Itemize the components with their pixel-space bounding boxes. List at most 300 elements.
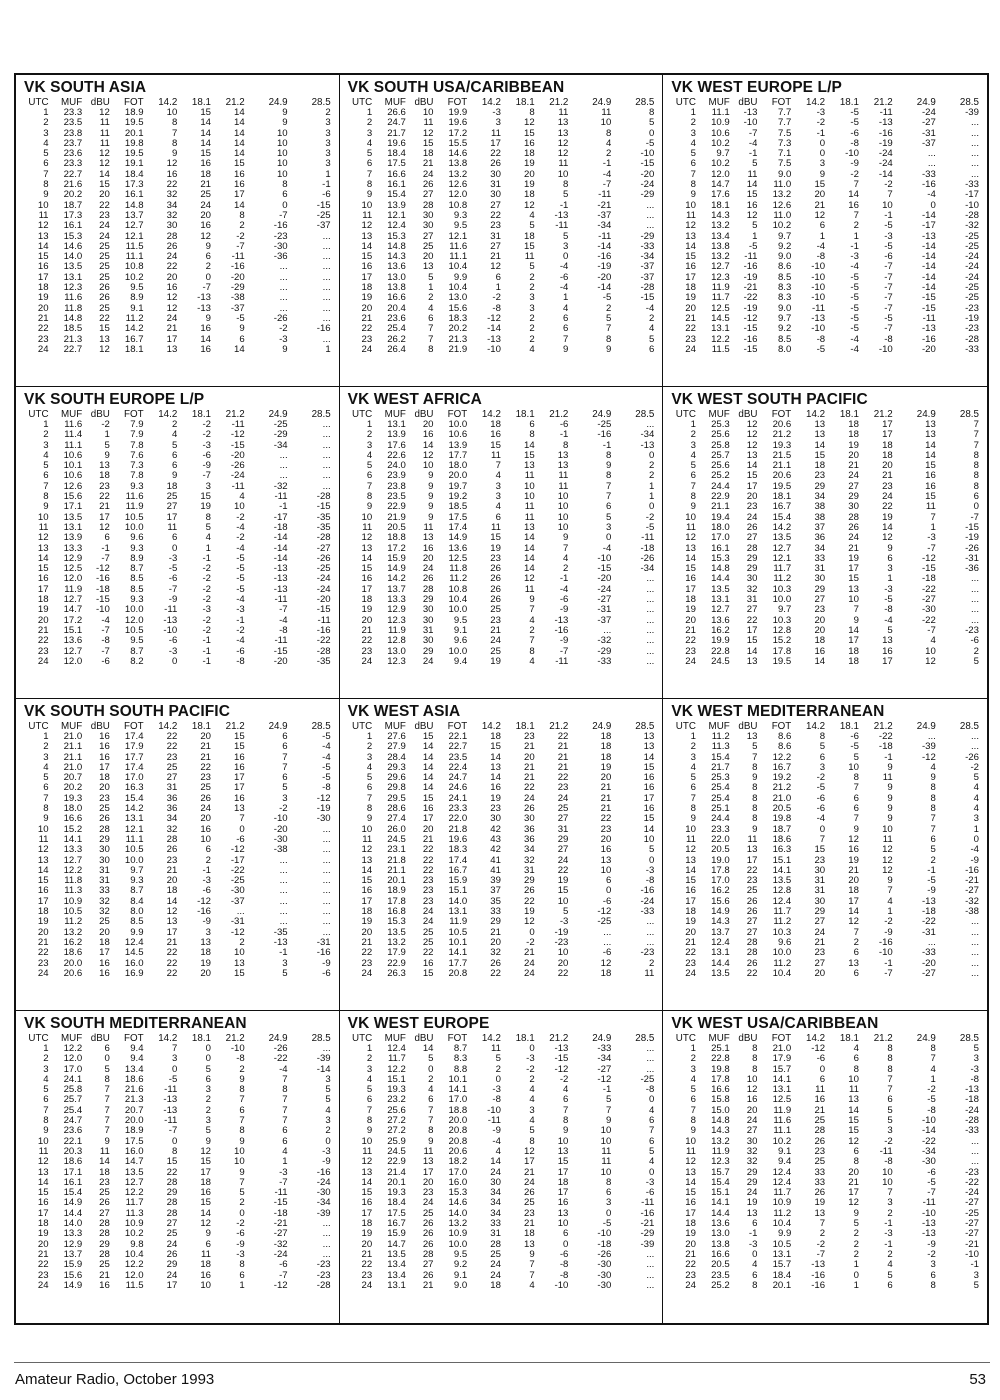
table-cell: 3 bbox=[973, 1270, 979, 1281]
table-row bbox=[24, 647, 331, 657]
table-cell: 12 bbox=[523, 1146, 535, 1157]
table-cell: 22 bbox=[746, 968, 758, 979]
table-cell: 6 bbox=[104, 533, 110, 544]
table-cell: 6 bbox=[282, 1126, 288, 1137]
table-cell: -2 bbox=[236, 625, 245, 636]
table-cell: 14.0 bbox=[448, 1208, 468, 1219]
table-row bbox=[671, 324, 979, 334]
table-cell: 9.3 bbox=[453, 210, 468, 221]
propagation-table bbox=[24, 721, 331, 979]
table-row bbox=[671, 907, 979, 917]
table-cell: 5 bbox=[563, 907, 569, 918]
table-cell: 15.3 bbox=[448, 1188, 468, 1199]
table-cell: -19 bbox=[554, 927, 569, 938]
table-cell: 18 bbox=[814, 461, 826, 472]
table-cell: 28.6 bbox=[387, 804, 406, 815]
table-cell: 13 bbox=[523, 522, 535, 533]
table-cell: 23.3 bbox=[63, 108, 83, 118]
table-cell: 19.5 bbox=[124, 149, 144, 160]
table-cell: 20 bbox=[600, 773, 612, 784]
table-cell: 6 bbox=[819, 221, 826, 232]
table-cell: 16 bbox=[814, 1095, 826, 1106]
table-cell: 18 bbox=[523, 190, 535, 201]
table-cell: 8 bbox=[563, 180, 569, 191]
table-cell: 15 bbox=[643, 762, 655, 773]
table-cell: 7.5 bbox=[777, 128, 792, 139]
table-cell: 15.9 bbox=[387, 1229, 406, 1240]
table-cell: 15.9 bbox=[387, 553, 406, 564]
table-cell: 4 bbox=[325, 1105, 331, 1116]
table-cell: 15.4 bbox=[772, 512, 792, 523]
table-cell: 23 bbox=[882, 481, 893, 492]
footer-rule bbox=[14, 1362, 990, 1363]
table-cell: 8.3 bbox=[453, 1054, 468, 1065]
table-cell: 8 bbox=[529, 1136, 535, 1147]
table-cell: 10 bbox=[557, 948, 569, 959]
table-cell: 22.9 bbox=[387, 958, 406, 969]
table-cell: ... bbox=[322, 430, 331, 441]
table-cell: 12.2 bbox=[124, 1260, 144, 1271]
table-cell: 18 bbox=[361, 283, 373, 294]
column-header: 14.2 bbox=[481, 409, 501, 420]
table-row bbox=[348, 232, 655, 242]
table-cell: 11 bbox=[362, 210, 373, 221]
column-header: 28.5 bbox=[635, 1033, 655, 1044]
table-cell: ... bbox=[279, 471, 288, 482]
table-cell: 21.7 bbox=[711, 762, 730, 773]
table-cell: -2 bbox=[202, 584, 211, 595]
table-cell: 6 bbox=[529, 420, 535, 430]
table-cell: -7 bbox=[927, 543, 936, 554]
table-cell: 16.1 bbox=[63, 1177, 83, 1188]
table-cell: -15 bbox=[316, 502, 331, 513]
table-cell: 43 bbox=[490, 834, 501, 845]
table-cell: 17.2 bbox=[448, 128, 468, 139]
table-row bbox=[24, 1085, 331, 1095]
table-cell: 6 bbox=[819, 752, 826, 763]
table-cell: 18.0 bbox=[448, 461, 468, 472]
header-row bbox=[348, 409, 655, 420]
table-cell: 17 bbox=[882, 430, 893, 441]
table-cell: 6 bbox=[605, 502, 612, 513]
table-row bbox=[348, 159, 655, 169]
table-cell: 6 bbox=[563, 1229, 569, 1240]
table-cell: 29 bbox=[814, 907, 826, 918]
table-cell: -22 bbox=[316, 636, 331, 647]
table-cell: 21 bbox=[814, 937, 826, 948]
table-cell: 9.2 bbox=[453, 1260, 468, 1271]
table-cell: 27 bbox=[814, 595, 826, 606]
table-cell: -1 bbox=[602, 440, 612, 451]
table-cell: 18 bbox=[600, 968, 612, 979]
table-cell: 13.8 bbox=[711, 241, 730, 252]
table-row bbox=[671, 232, 979, 242]
table-cell: 21.3 bbox=[63, 334, 83, 345]
table-cell: -6 bbox=[168, 574, 178, 585]
table-cell: 22 bbox=[361, 1260, 373, 1271]
table-cell: ... bbox=[322, 272, 331, 283]
table-cell: 33 bbox=[814, 1167, 826, 1178]
table-cell: -3 bbox=[816, 108, 826, 118]
table-cell: 14 bbox=[200, 138, 211, 149]
table-cell: 9 bbox=[205, 241, 211, 252]
table-cell: 2 bbox=[853, 937, 859, 948]
table-cell: 12 bbox=[99, 522, 110, 533]
table-cell: 7.7 bbox=[777, 118, 792, 129]
column-header: 24.9 bbox=[592, 721, 612, 732]
table-cell: 18 bbox=[200, 1177, 211, 1188]
table-cell: 12 bbox=[882, 855, 893, 866]
propagation-panel bbox=[16, 75, 340, 387]
table-cell: 14.6 bbox=[448, 1198, 468, 1209]
table-cell: 18.3 bbox=[448, 845, 468, 856]
table-cell: 15 bbox=[200, 1157, 211, 1168]
table-cell: -14 bbox=[273, 543, 288, 554]
table-cell: -13 bbox=[965, 1085, 979, 1096]
table-cell: 9 bbox=[205, 1229, 211, 1240]
table-cell: 12 bbox=[200, 1219, 211, 1230]
table-cell: 14 bbox=[37, 1177, 49, 1188]
table-cell: 3 bbox=[605, 522, 612, 533]
table-cell: -3 bbox=[850, 252, 859, 263]
table-cell: 14 bbox=[523, 533, 535, 544]
table-cell: 20.5 bbox=[772, 804, 792, 815]
table-cell: -8 bbox=[970, 1074, 979, 1085]
table-cell: 17 bbox=[848, 896, 859, 907]
table-cell: -9 bbox=[492, 1126, 501, 1137]
table-cell: 16.6 bbox=[387, 169, 406, 180]
column-header: MUF bbox=[708, 97, 730, 108]
header-row bbox=[24, 97, 331, 108]
table-cell: -5 bbox=[850, 303, 859, 314]
table-cell: 9 bbox=[428, 492, 434, 503]
table-cell: -4 bbox=[236, 543, 245, 554]
table-cell: -10 bbox=[845, 149, 859, 160]
table-row bbox=[671, 742, 979, 752]
table-cell: -3 bbox=[927, 533, 936, 544]
table-cell: 1 bbox=[752, 231, 758, 242]
table-cell: 14 bbox=[361, 865, 373, 876]
table-row bbox=[671, 129, 979, 139]
table-cell: 18 bbox=[600, 732, 612, 742]
column-header: 28.5 bbox=[311, 97, 331, 108]
table-cell: 11.2 bbox=[773, 917, 792, 928]
table-cell: 10.2 bbox=[772, 1136, 792, 1147]
table-cell: 4 bbox=[529, 1085, 535, 1096]
table-cell: 16 bbox=[361, 262, 373, 273]
table-cell: 13 bbox=[37, 231, 49, 242]
table-cell: 26 bbox=[99, 1198, 110, 1209]
table-cell: 19.9 bbox=[448, 108, 468, 118]
table-cell: 17.4 bbox=[448, 855, 468, 866]
table-row bbox=[348, 1188, 655, 1198]
table-cell: 9.3 bbox=[130, 876, 144, 887]
table-row bbox=[348, 1054, 655, 1064]
table-cell: -8 bbox=[850, 138, 859, 149]
table-cell: 11.9 bbox=[711, 1146, 730, 1157]
table-cell: 16 bbox=[234, 752, 245, 763]
table-cell: 17 bbox=[746, 855, 758, 866]
table-cell: -5 bbox=[168, 564, 178, 575]
table-cell: 5 bbox=[648, 1146, 655, 1157]
table-cell: 10 bbox=[600, 865, 612, 876]
header-row bbox=[671, 409, 979, 420]
table-cell: 12 bbox=[37, 221, 49, 232]
table-cell: 14.8 bbox=[711, 1116, 730, 1127]
table-cell: -14 bbox=[878, 169, 893, 180]
table-cell: -26 bbox=[230, 461, 245, 472]
table-cell: 10 bbox=[234, 502, 245, 513]
table-cell: 17 bbox=[523, 1157, 535, 1168]
table-cell: 22 bbox=[490, 968, 501, 979]
table-cell: -5 bbox=[884, 221, 893, 232]
table-cell: -9 bbox=[927, 886, 936, 897]
table-cell: 26 bbox=[746, 958, 758, 969]
table-cell: 19.0 bbox=[711, 855, 730, 866]
table-row bbox=[671, 149, 979, 159]
table-row bbox=[24, 492, 331, 502]
table-cell: 16.7 bbox=[772, 502, 792, 513]
table-cell: 12 bbox=[557, 138, 569, 149]
table-row bbox=[24, 242, 331, 252]
table-cell: -6 bbox=[202, 886, 211, 897]
table-cell: 13 bbox=[882, 636, 893, 647]
table-cell: -6 bbox=[236, 1229, 245, 1240]
table-cell: 17.8 bbox=[387, 896, 406, 907]
table-cell: ... bbox=[646, 584, 655, 595]
table-cell: -12 bbox=[95, 564, 110, 575]
table-cell: 7 bbox=[104, 1105, 110, 1116]
table-cell: 27 bbox=[166, 773, 178, 784]
column-header: UTC bbox=[352, 721, 373, 732]
table-cell: 13 bbox=[746, 732, 758, 742]
table-row bbox=[671, 335, 979, 345]
table-cell: -11 bbox=[164, 605, 178, 616]
table-cell: 11 bbox=[644, 968, 655, 979]
table-cell: -4 bbox=[236, 595, 245, 606]
table-cell: -37 bbox=[316, 221, 331, 232]
table-cell: 17.0 bbox=[711, 533, 730, 544]
table-cell: 23.3 bbox=[63, 159, 83, 170]
table-cell: -13 bbox=[554, 615, 569, 626]
table-cell: 10.6 bbox=[711, 128, 730, 139]
table-cell: 12 bbox=[848, 1198, 859, 1209]
table-row bbox=[348, 283, 655, 293]
table-cell: 5 bbox=[325, 1095, 331, 1106]
table-cell: 10.5 bbox=[124, 845, 144, 856]
table-cell: 12.0 bbox=[124, 1270, 144, 1281]
table-cell: 12.8 bbox=[772, 886, 792, 897]
table-cell: 6 bbox=[239, 1270, 245, 1281]
table-cell: -10 bbox=[965, 200, 979, 211]
table-cell: 8.5 bbox=[130, 574, 144, 585]
table-row bbox=[348, 129, 655, 139]
table-cell: 1 bbox=[43, 732, 49, 742]
table-cell: 4 bbox=[495, 502, 501, 513]
table-row bbox=[348, 1281, 655, 1291]
table-cell: 30 bbox=[422, 210, 434, 221]
table-cell: -22 bbox=[878, 732, 893, 742]
table-cell: 11.7 bbox=[773, 907, 792, 918]
table-cell: -15 bbox=[554, 1054, 569, 1065]
table-cell: 15 bbox=[848, 574, 859, 585]
table-cell: 16 bbox=[600, 845, 612, 856]
table-cell: 9 bbox=[428, 471, 434, 482]
table-cell: 2 bbox=[239, 937, 245, 948]
table-cell: 14 bbox=[685, 241, 696, 252]
table-cell: 13.3 bbox=[387, 595, 406, 606]
table-cell: -25 bbox=[965, 241, 979, 252]
table-cell: -34 bbox=[597, 1054, 612, 1065]
table-cell: 16 bbox=[99, 752, 110, 763]
table-cell: 2 bbox=[887, 1249, 893, 1260]
table-cell: 11 bbox=[848, 1085, 859, 1096]
table-cell: -18 bbox=[273, 1208, 288, 1219]
table-cell: ... bbox=[322, 824, 331, 835]
table-cell: 17 bbox=[490, 138, 501, 149]
table-cell: -1 bbox=[322, 180, 331, 191]
table-cell: 14 bbox=[37, 241, 49, 252]
table-cell: -28 bbox=[316, 492, 331, 503]
table-cell: 6 bbox=[171, 461, 178, 472]
table-cell: 11.1 bbox=[773, 1126, 792, 1137]
table-cell: -8 bbox=[279, 625, 288, 636]
propagation-table bbox=[348, 1033, 655, 1291]
table-cell: 7.9 bbox=[130, 430, 144, 441]
table-row bbox=[24, 523, 331, 533]
table-cell: 18.9 bbox=[387, 886, 406, 897]
table-row bbox=[24, 252, 331, 262]
table-cell: 13 bbox=[746, 656, 758, 667]
table-cell: 17 bbox=[234, 783, 245, 794]
table-cell: 17 bbox=[99, 512, 110, 523]
table-cell: -8 bbox=[816, 334, 826, 345]
table-cell: 0 bbox=[239, 1208, 245, 1219]
table-cell: -21 bbox=[743, 283, 758, 294]
table-cell: 14.7 bbox=[63, 605, 83, 616]
column-header: MUF bbox=[708, 721, 730, 732]
table-cell: 3 bbox=[495, 481, 501, 492]
table-cell: 17 bbox=[234, 773, 245, 784]
table-cell: 6 bbox=[205, 1239, 211, 1250]
table-cell: 21 bbox=[523, 773, 535, 784]
table-cell: -9 bbox=[202, 917, 211, 928]
table-cell: -16 bbox=[597, 430, 612, 441]
column-header: 18.1 bbox=[191, 721, 211, 732]
table-cell: -27 bbox=[965, 886, 979, 897]
table-cell: 8 bbox=[205, 512, 211, 523]
table-row bbox=[348, 273, 655, 283]
table-cell: 25 bbox=[99, 917, 110, 928]
table-cell: 10.3 bbox=[772, 927, 792, 938]
table-cell: -34 bbox=[640, 564, 655, 575]
table-cell: 3 bbox=[366, 752, 373, 763]
table-cell: 21 bbox=[814, 1105, 826, 1116]
table-cell: 13 bbox=[746, 1208, 758, 1219]
table-cell: 10.6 bbox=[63, 450, 83, 461]
table-cell: 21 bbox=[685, 625, 696, 636]
table-row bbox=[671, 1054, 979, 1064]
table-cell: 29 bbox=[422, 646, 434, 657]
table-cell: 7 bbox=[239, 1177, 245, 1188]
table-cell: -15 bbox=[965, 522, 979, 533]
table-row bbox=[671, 1229, 979, 1239]
table-row bbox=[24, 856, 331, 866]
table-cell: 22 bbox=[600, 814, 612, 825]
table-cell: 24 bbox=[523, 958, 535, 969]
table-cell: ... bbox=[279, 293, 288, 304]
table-cell: 15 bbox=[422, 968, 434, 979]
column-header: 14.2 bbox=[806, 409, 826, 420]
table-cell: 17.9 bbox=[387, 948, 406, 959]
table-cell: 20 bbox=[37, 303, 49, 314]
table-cell: 8 bbox=[853, 1157, 859, 1168]
table-cell: 22 bbox=[361, 636, 373, 647]
table-cell: -38 bbox=[230, 293, 245, 304]
table-cell: 21 bbox=[422, 834, 434, 845]
table-cell: 18 bbox=[600, 742, 612, 753]
table-cell: 15 bbox=[814, 450, 826, 461]
table-cell: 5 bbox=[282, 783, 288, 794]
table-cell: 29 bbox=[523, 876, 535, 887]
table-row bbox=[348, 523, 655, 533]
table-cell: -30 bbox=[921, 1157, 936, 1168]
table-cell: 18 bbox=[200, 1260, 211, 1271]
table-cell: 10.8 bbox=[124, 262, 144, 273]
table-cell: 12.9 bbox=[63, 1239, 83, 1250]
table-cell: 19 bbox=[685, 917, 696, 928]
table-cell: -1 bbox=[884, 210, 893, 221]
column-header: 18.1 bbox=[515, 1033, 535, 1044]
table-row bbox=[348, 1065, 655, 1075]
table-cell: 11.6 bbox=[125, 492, 144, 503]
table-row bbox=[348, 1085, 655, 1095]
table-cell: -13 bbox=[811, 1260, 826, 1271]
table-cell: 9.7 bbox=[777, 605, 792, 616]
table-cell: 10 bbox=[600, 1126, 612, 1137]
table-row bbox=[24, 293, 331, 303]
table-cell: 12 bbox=[99, 149, 110, 160]
table-cell: 6 bbox=[605, 876, 612, 887]
table-cell: 22 bbox=[685, 1260, 696, 1271]
table-cell: 6 bbox=[282, 190, 288, 201]
table-cell: 13 bbox=[99, 461, 110, 472]
table-cell: 5 bbox=[887, 625, 893, 636]
table-cell: -15 bbox=[273, 646, 288, 657]
table-cell: 19 bbox=[882, 512, 893, 523]
header-row bbox=[348, 97, 655, 108]
table-cell: 10 bbox=[557, 169, 569, 180]
table-row bbox=[671, 605, 979, 615]
table-cell: 25.3 bbox=[711, 420, 730, 430]
table-row bbox=[671, 1250, 979, 1260]
table-cell: 13.1 bbox=[63, 272, 83, 283]
table-cell: 3 bbox=[973, 1054, 979, 1065]
table-cell: 27 bbox=[814, 917, 826, 928]
table-cell: -15 bbox=[743, 324, 758, 335]
table-cell: 17.9 bbox=[772, 1054, 792, 1065]
table-cell: 14 bbox=[234, 118, 245, 129]
table-cell: -28 bbox=[316, 533, 331, 544]
table-cell: 10.0 bbox=[448, 605, 468, 616]
table-cell: 8 bbox=[752, 1044, 758, 1054]
table-cell: 8.2 bbox=[130, 656, 144, 667]
table-cell: 16 bbox=[200, 1270, 211, 1281]
table-cell: 16 bbox=[99, 732, 110, 742]
table-cell: 24 bbox=[746, 512, 758, 523]
table-cell: 30 bbox=[814, 574, 826, 585]
table-cell: 4 bbox=[690, 762, 696, 773]
